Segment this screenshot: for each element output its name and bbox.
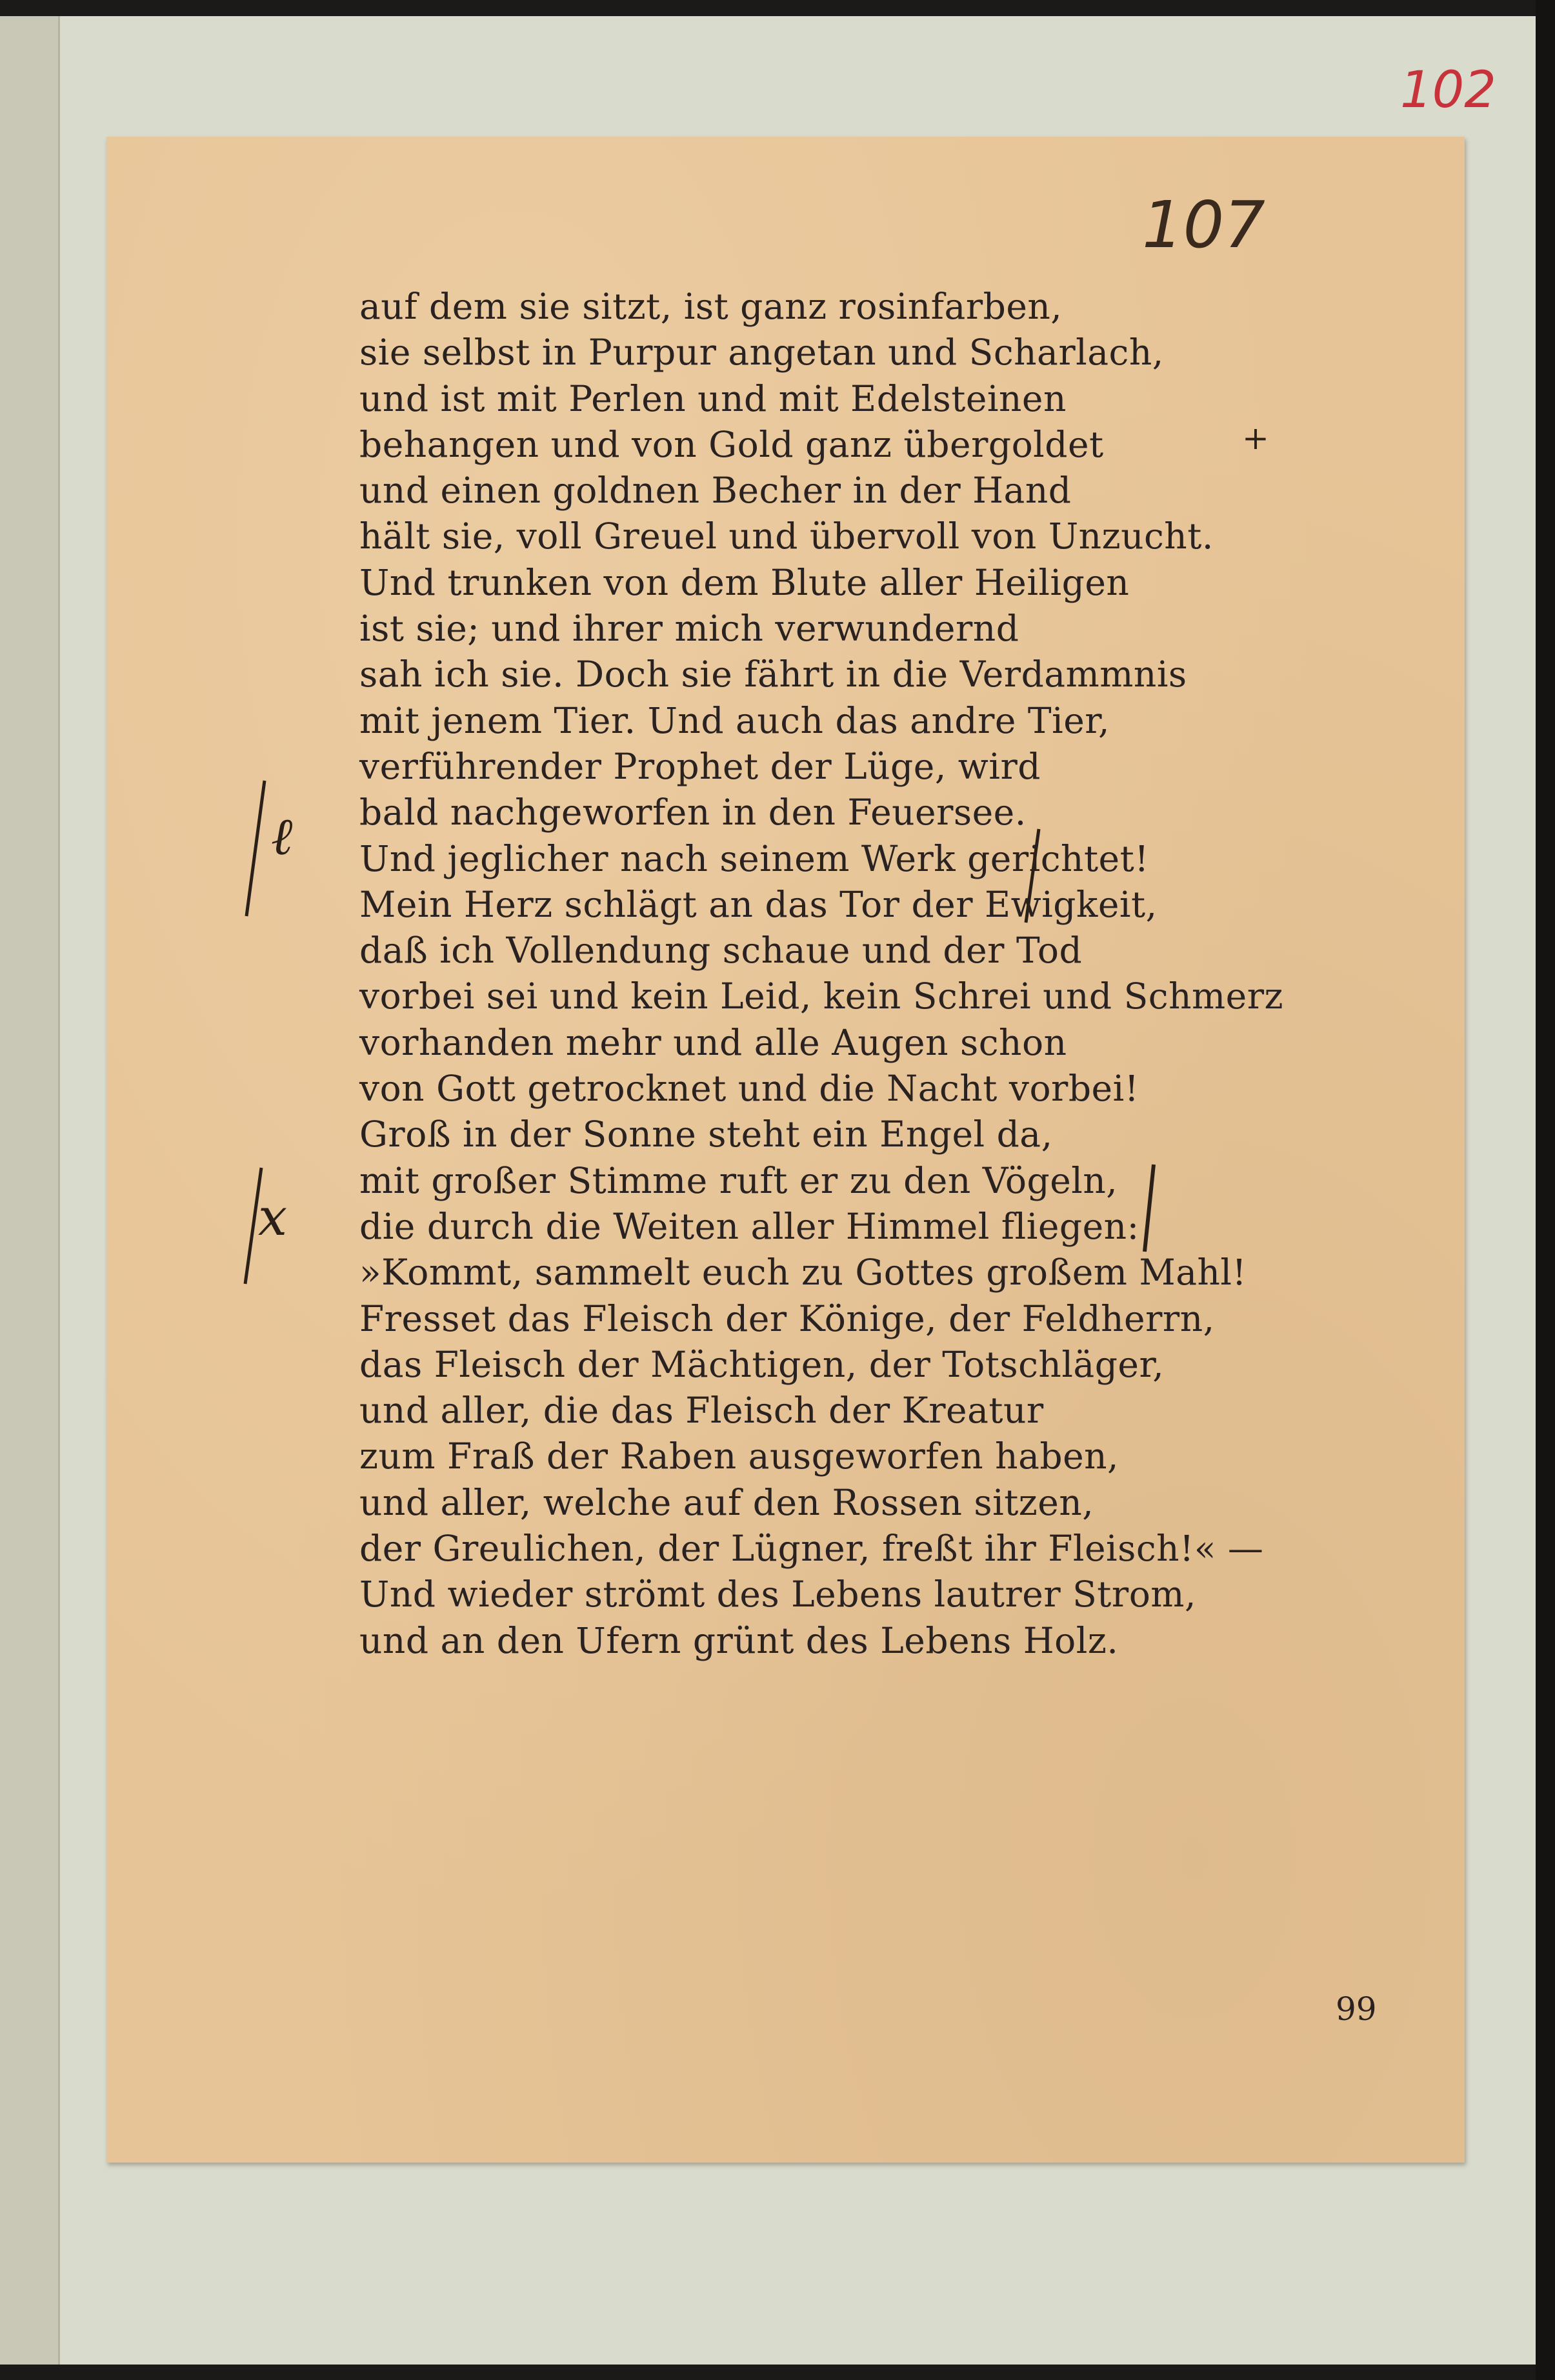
poem-line: von Gott getrocknet und die Nacht vorbei! [359,1068,1139,1110]
poem-line: das Fleisch der Mächtigen, der Totschläger, [359,1343,1165,1385]
poem-line: zum Fraß der Raben ausgeworfen haben, [359,1435,1119,1477]
poem-line: und aller, welche auf den Rossen sitzen, [359,1481,1094,1523]
poem-line: auf dem sie sitzt, ist ganz rosinfarben, [359,286,1063,327]
poem-line: Fresset das Fleisch der Könige, der Feldherrn, [359,1297,1215,1339]
poem-line: mit jenem Tier. Und auch das andre Tier, [359,699,1110,741]
margin-mark-plus: + [1242,419,1269,457]
page-number: 99 [1336,1990,1377,2028]
poem-line: sie selbst in Purpur angetan und Scharlach, [359,332,1164,374]
poem-line: Und jeglicher nach seinem Werk gerichtet! [359,837,1149,879]
poem-line: daß ich Vollendung schaue und der Tod [359,930,1083,972]
poem-line: Mein Herz schlägt an das Tor der Ewigkeit, [359,883,1158,925]
poem-line: vorhanden mehr und alle Augen schon [359,1021,1067,1063]
archive-number: 102 [1400,61,1496,119]
poem-line: und ist mit Perlen und mit Edelsteinen [359,377,1067,419]
poem-line: und einen goldnen Becher in der Hand [359,470,1072,512]
scan-edge [1536,0,1555,2380]
poem-line: hält sie, voll Greuel und übervoll von Unzucht. [359,515,1214,557]
poem-line: Groß in der Sonne steht ein Engel da, [359,1114,1053,1155]
poem-text [359,284,1283,1664]
binding-strip [0,16,60,2365]
poem-line: mit großer Stimme ruft er zu den Vögeln, [359,1159,1118,1201]
poem-line: vorbei sei und kein Leid, kein Schrei und Schmerz [359,975,1283,1017]
poem-line: und aller, die das Fleisch der Kreatur [359,1390,1044,1432]
poem-line: verführender Prophet der Lüge, wird [359,745,1041,787]
margin-mark-x: x [258,1187,288,1247]
handwritten-page-number: 107 [1142,187,1265,263]
poem-line: die durch die Weiten aller Himmel fliegen: [359,1205,1139,1247]
poem-line: und an den Ufern grünt des Lebens Holz. [359,1619,1119,1661]
correction-stroke-2 [1136,1161,1161,1258]
poem-line: bald nachgeworfen in den Feuersee. [359,792,1027,834]
margin-mark-l: ℓ [271,806,293,866]
poem-line: ist sie; und ihrer mich verwundernd [359,608,1019,650]
poem-line: »Kommt, sammelt euch zu Gottes großem Mahl! [359,1252,1247,1294]
poem-line: behangen und von Gold ganz übergoldet [359,423,1104,465]
correction-stroke-1 [1019,826,1045,929]
poem-line: der Greulichen, der Lügner, freßt ihr Fleisch!« — [359,1528,1264,1570]
poem-line: Und trunken von dem Blute aller Heiligen [359,561,1130,603]
poem-line: sah ich sie. Doch sie fährt in die Verdammnis [359,654,1187,695]
poem-line: Und wieder strömt des Lebens lautrer Strom, [359,1574,1196,1615]
